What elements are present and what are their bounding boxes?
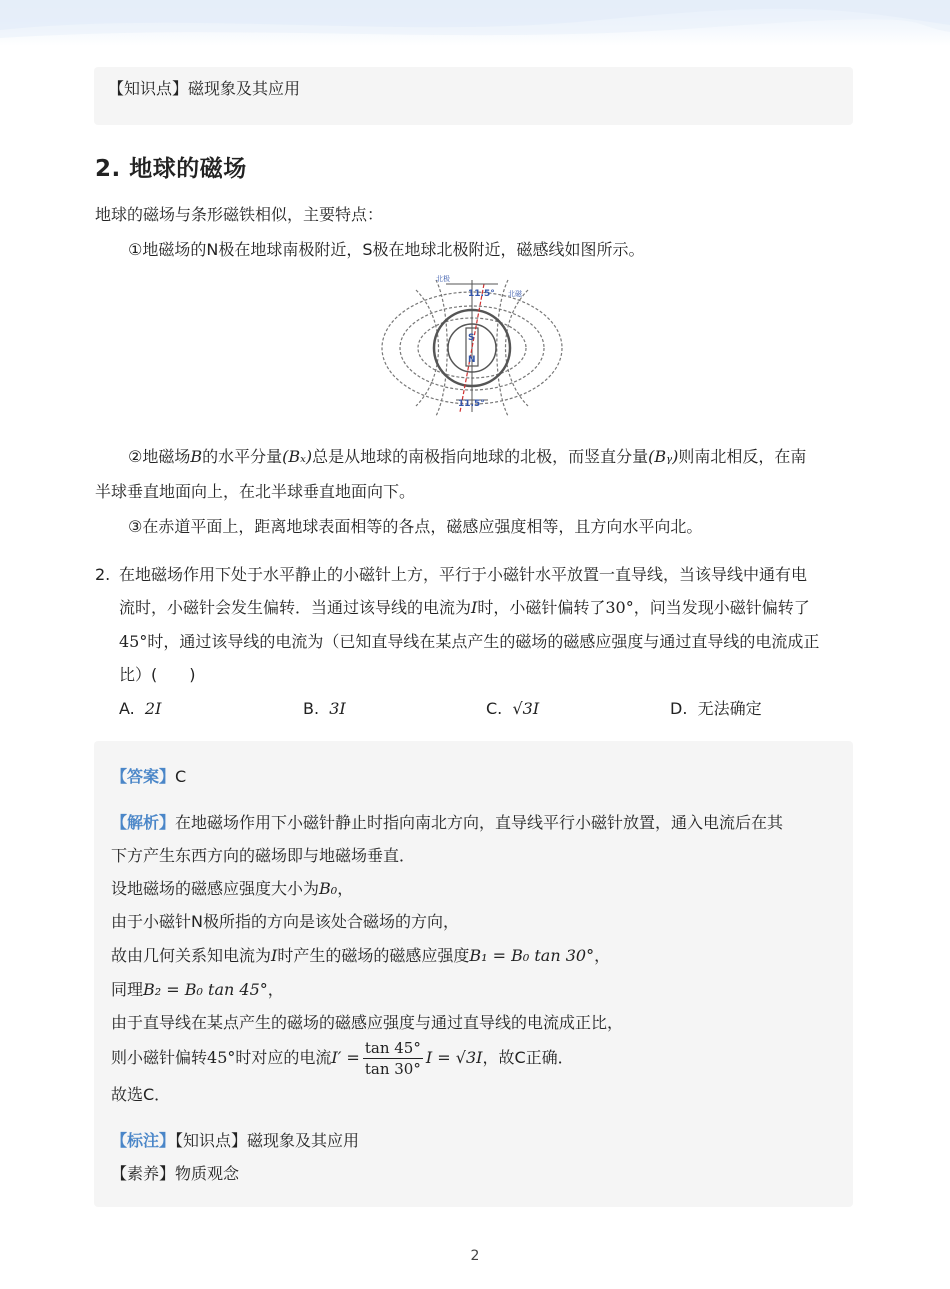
q-line2-a: 流时，小磁针会发生偏转．当通过该导线的电流为 [119,598,472,617]
geographic-north-label: 北极 [436,275,450,283]
page-number: 2 [470,1248,480,1264]
tag-line [111,1131,359,1151]
option-d-value: 无法确定 [697,699,762,718]
a8-end: ，故C正确． [482,1048,574,1067]
angle-top-label: 11.5° [468,289,495,299]
question-line4: 比）( ) [119,665,196,684]
a8-numerator: tan 45° [364,1039,421,1057]
a8-fraction [363,1038,423,1079]
a8-text: 则小磁针偏转 [111,1048,208,1067]
q-line3-a: 时，通过该导线的电流为（已知直导线在某点产生的磁场的磁感应强度与通过直导线的电流成正 [147,632,820,651]
q-line2-30: 30° [605,598,634,617]
earth-magnetic-field-figure [376,270,572,420]
header-wave-decoration [0,0,950,46]
q-line3-45: 45° [119,632,148,651]
a5-I: I [271,946,278,965]
a6-math: B₂ = B₀ tan 45° [143,980,268,999]
option-b-value: 3I [329,699,346,718]
p2-B: B [190,447,203,466]
p2-By: (Bᵧ) [648,447,679,466]
option-a-label: A. [119,699,135,718]
pole-n-label: N [468,355,476,365]
intro-text: 地球的磁场与条形磁铁相似，主要特点： [95,205,384,224]
question-line1: 在地磁场作用下处于水平静止的小磁针上方，平行于小磁针水平放置一直导线，当该导线中通有电 [119,565,808,584]
p2-text-c: 总是从地球的南极指向地球的北极，而竖直分量 [312,447,649,466]
a5-math: B₁ = B₀ tan 30° [469,946,595,965]
a8-I: I′ = [331,1048,360,1067]
q-line2-I: I [471,598,478,617]
p2-text-b: 的水平分量 [202,447,283,466]
analysis-line3 [111,879,353,899]
a5-text: 故由几何关系知电流为 [111,946,272,965]
option-b[interactable] [303,699,346,719]
point-2-line2: 半球垂直地面向上，在北半球垂直地面向下。 [95,482,416,501]
q-line2-b: 时，小磁针偏转了 [477,598,606,617]
analysis-a1: 在地磁场作用下小磁针静止时指向南北方向，直导线平行小磁针放置，通入电流后在其 [175,813,784,832]
magnetic-north-label: 北磁 [508,290,522,298]
a8-sqrt: √3I [455,1048,483,1067]
a6-text: 同理 [111,980,144,999]
point-1: ①地磁场的N极在地球南极附近，S极在地球北极附近，磁感线如图所示。 [128,240,645,259]
question-line3 [119,632,819,652]
option-c-label: C. [486,699,503,718]
section-title: 2. 地球的磁场 [95,156,247,182]
analysis-line4: 由于小磁针N极所指的方向是该处合磁场的方向， [111,912,459,931]
option-d[interactable] [670,699,762,719]
answer-line [111,767,186,787]
page-header-band [0,0,950,46]
analysis-line2: 下方产生东西方向的磁场即与地磁场垂直． [111,846,416,865]
angle-bottom-label: 11.5° [458,399,485,409]
q-line2-c: ，问当发现小磁针偏转了 [633,598,810,617]
point-2-line1 [128,447,806,467]
literacy-line: 【素养】物质观念 [111,1164,240,1183]
analysis-label: 【解析】 [111,813,176,832]
a6-end: ， [267,980,284,999]
a3-text: 设地磁场的磁感应强度大小为 [111,879,320,898]
a8-tail: I = [425,1048,451,1067]
a5-text2: 时产生的磁场的磁感应强度 [277,946,470,965]
a8-45: 45° [207,1048,236,1067]
analysis-line1 [111,813,783,833]
knowledge-point-box [94,67,853,125]
tag-label: 【标注】 [111,1131,176,1150]
answer-value: C [175,767,187,786]
point-3: ③在赤道平面上，距离地球表面相等的各点，磁感应强度相等，且方向水平向北。 [128,517,703,536]
a5-end: ， [594,946,611,965]
analysis-line6 [111,980,284,1000]
option-a-value: 2I [144,699,162,718]
question-line2 [119,598,810,618]
option-c[interactable] [486,699,539,719]
a8-text2: 时对应的电流 [235,1048,332,1067]
answer-label: 【答案】 [111,767,176,786]
analysis-line9: 故选C． [111,1085,171,1104]
p2-Bx: (Bₓ) [282,447,313,466]
a8-denominator: tan 30° [364,1060,421,1078]
option-b-label: B. [303,699,320,718]
option-c-value: √3I [512,699,540,718]
option-d-label: D. [670,699,688,718]
pole-s-label: S [468,333,475,343]
analysis-line7: 由于直导线在某点产生的磁场的磁感应强度与通过直导线的电流成正比， [111,1013,624,1032]
knowledge-point-text: 【知识点】磁现象及其应用 [108,79,301,98]
p2-text-a: ②地磁场 [128,447,191,466]
analysis-line8 [111,1036,574,1080]
question-number: 2. [95,565,111,584]
a3-end: ， [337,879,354,898]
analysis-line5 [111,946,610,966]
p2-text-d: 则南北相反，在南 [678,447,807,466]
field-lines-diagram [376,270,572,420]
a3-math: B₀ [319,879,338,898]
option-a[interactable] [119,699,161,719]
tag-value: 【知识点】磁现象及其应用 [175,1131,360,1150]
